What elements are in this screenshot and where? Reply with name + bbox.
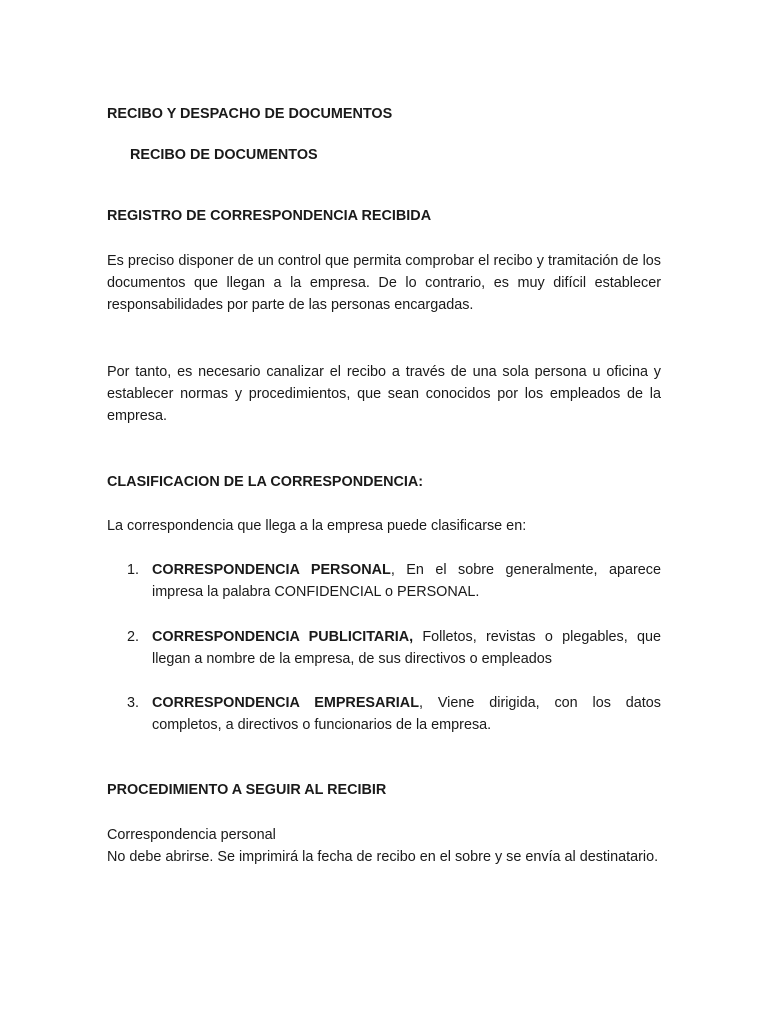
list-body — [152, 559, 661, 603]
list-text: , Viene dirigida, con los datos completos, a directivos o funcionarios de la empresa. — [152, 695, 661, 733]
list-body — [152, 692, 661, 736]
paragraph-intro-clasificacion: La correspondencia que llega a la empresa puede clasificarse en: — [107, 518, 527, 534]
list-number: 3. — [127, 695, 140, 711]
sub-heading-personal: Correspondencia personal — [107, 827, 276, 843]
section-heading-procedimiento: PROCEDIMIENTO A SEGUIR AL RECIBIR — [107, 782, 387, 798]
list-text: Folletos, revistas o plegables, que llegan a nombre de la empresa, de sus directivos o empleados — [152, 629, 661, 667]
list-number: 2. — [127, 629, 140, 645]
list-body — [152, 626, 661, 670]
document-page — [107, 0, 661, 1024]
paragraph-canalizar: Por tanto, es necesario canalizar el recibo a través de una sola persona u oficina y establecer normas y procedimientos, que sean conocidos por los empleados de la empresa. — [107, 364, 661, 424]
section-heading-registro: REGISTRO DE CORRESPONDENCIA RECIBIDA — [107, 208, 432, 224]
list-term: CORRESPONDENCIA PUBLICITARIA, — [152, 629, 414, 645]
list-text: , En el sobre generalmente, aparece impresa la palabra CONFIDENCIAL o PERSONAL. — [152, 562, 662, 600]
list-number: 1. — [127, 562, 140, 578]
list-item-personal — [127, 559, 661, 603]
document-title: RECIBO Y DESPACHO DE DOCUMENTOS — [107, 106, 393, 122]
list-term: CORRESPONDENCIA EMPRESARIAL — [152, 695, 419, 711]
list-item-empresarial — [127, 692, 661, 736]
paragraph-no-abrirse: No debe abrirse. Se imprimirá la fecha de recibo en el sobre y se envía al destinatario. — [107, 849, 659, 865]
section-heading-clasificacion: CLASIFICACION DE LA CORRESPONDENCIA: — [107, 474, 424, 490]
list-term: CORRESPONDENCIA PERSONAL — [152, 562, 391, 578]
paragraph-control: Es preciso disponer de un control que permita comprobar el recibo y tramitación de los documentos que llegan a la empresa. De lo contrario, es muy difícil establecer responsabilidades por parte de las personas encargadas. — [107, 253, 661, 313]
document-subtitle: RECIBO DE DOCUMENTOS — [130, 147, 318, 163]
list-item-publicitaria — [127, 626, 661, 670]
